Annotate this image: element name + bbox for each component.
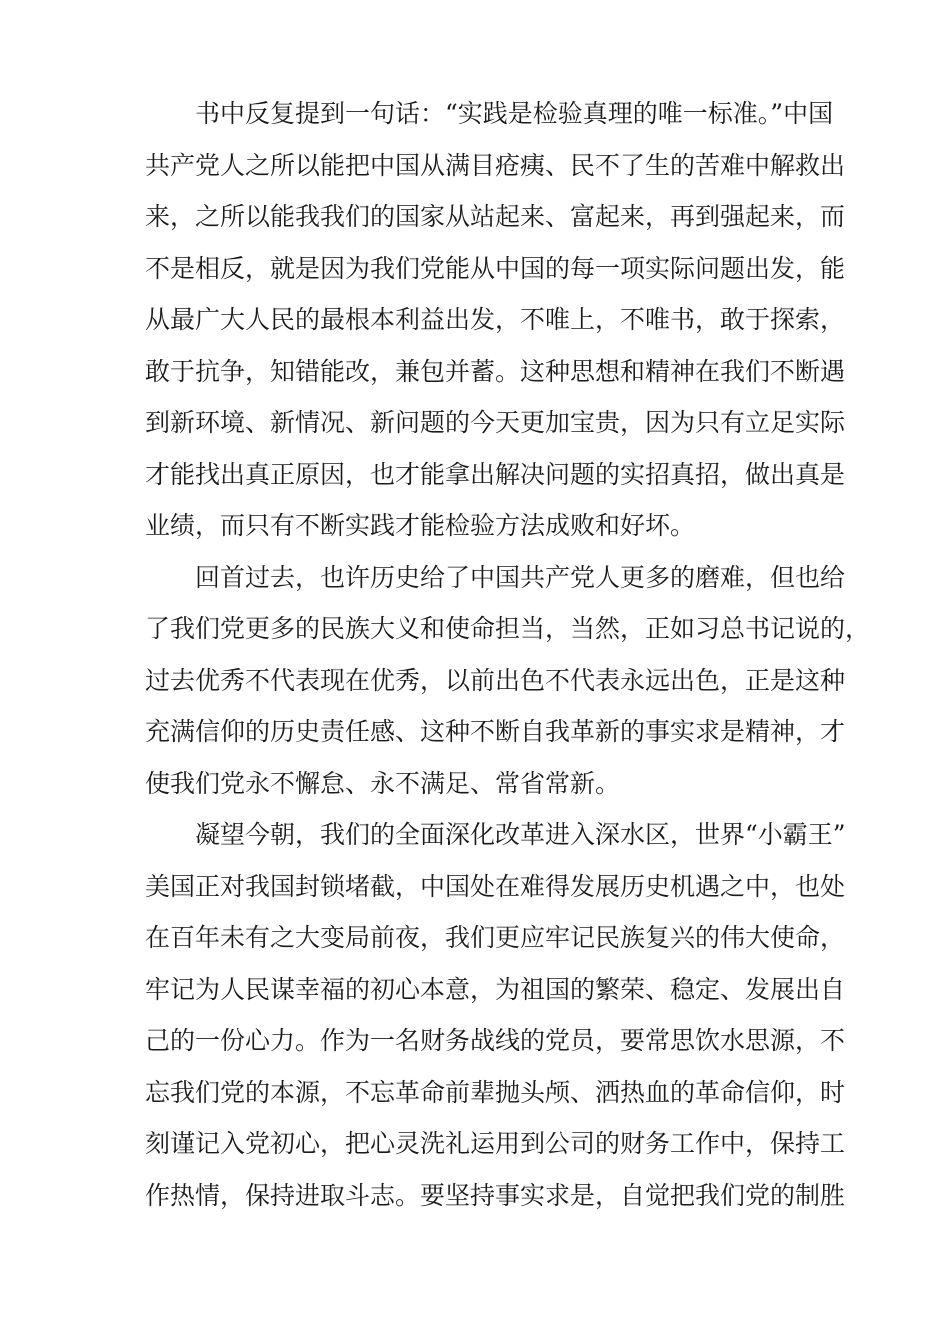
text-line: 共产党人之所以能把中国从满目疮痍、民不了生的苦难中解救出 xyxy=(145,150,846,180)
text-line: 来，之所以能我我们的国家从站起来、富起来，再到强起来，而 xyxy=(145,202,846,231)
text-line: 作热情，保持进取斗志。要坚持事实求是，自觉把我们党的制胜 xyxy=(145,1180,846,1210)
text-line: 充满信仰的历史责任感、这种不断自我革新的事实求是精神，才 xyxy=(145,717,846,746)
text-line: 忘我们党的本源，不忘革命前辈抛头颅、洒热血的革命信仰，时 xyxy=(145,1077,846,1107)
text-line: 不是相反，就是因为我们党能从中国的每一项实际问题出发，能 xyxy=(145,253,846,283)
text-line: 牢记为人民谋幸福的初心本意，为祖国的繁荣、稳定、发展出自 xyxy=(145,974,846,1004)
text-line: 刻谨记入党初心，把心灵洗礼运用到公司的财务工作中，保持工 xyxy=(145,1129,846,1158)
text-line: 敢于抗争，知错能改，兼包并蓄。这种思想和精神在我们不断遇 xyxy=(145,356,846,386)
text-line: 从最广大人民的最根本利益出发，不唯上，不唯书，敢于探索， xyxy=(145,305,846,334)
text-line: 到新环境、新情况、新问题的今天更加宝贵，因为只有立足实际 xyxy=(145,408,846,437)
paragraph-practice xyxy=(145,88,846,552)
text-line: 过去优秀不代表现在优秀，以前出色不代表永远出色，正是这种 xyxy=(145,665,846,695)
text-line: 业绩，而只有不断实践才能检验方法成败和好坏。 xyxy=(145,511,696,540)
text-line: 凝望今朝，我们的全面深化改革进入深水区，世界“小霸王” xyxy=(195,820,846,849)
paragraph-today xyxy=(145,809,846,1221)
document-body xyxy=(145,88,871,1221)
text-line: 了我们党更多的民族大义和使命担当，当然，正如习总书记说的， xyxy=(145,614,871,643)
text-line: 在百年未有之大变局前夜，我们更应牢记民族复兴的伟大使命， xyxy=(145,923,846,952)
text-line: 使我们党永不懈怠、永不满足、常省常新。 xyxy=(145,768,621,798)
text-line: 才能找出真正原因，也才能拿出解决问题的实招真招，做出真是 xyxy=(145,459,846,489)
text-line: 书中反复提到一句话：“实践是检验真理的唯一标准。”中国 xyxy=(195,99,834,128)
text-line: 美国正对我国封锁堵截，中国处在难得发展历史机遇之中，也处 xyxy=(145,871,846,901)
text-line: 己的一份心力。作为一名财务战线的党员，要常思饮水思源，不 xyxy=(145,1026,846,1055)
paragraph-looking-back xyxy=(145,552,871,810)
text-line: 回首过去，也许历史给了中国共产党人更多的磨难，但也给 xyxy=(195,562,846,592)
